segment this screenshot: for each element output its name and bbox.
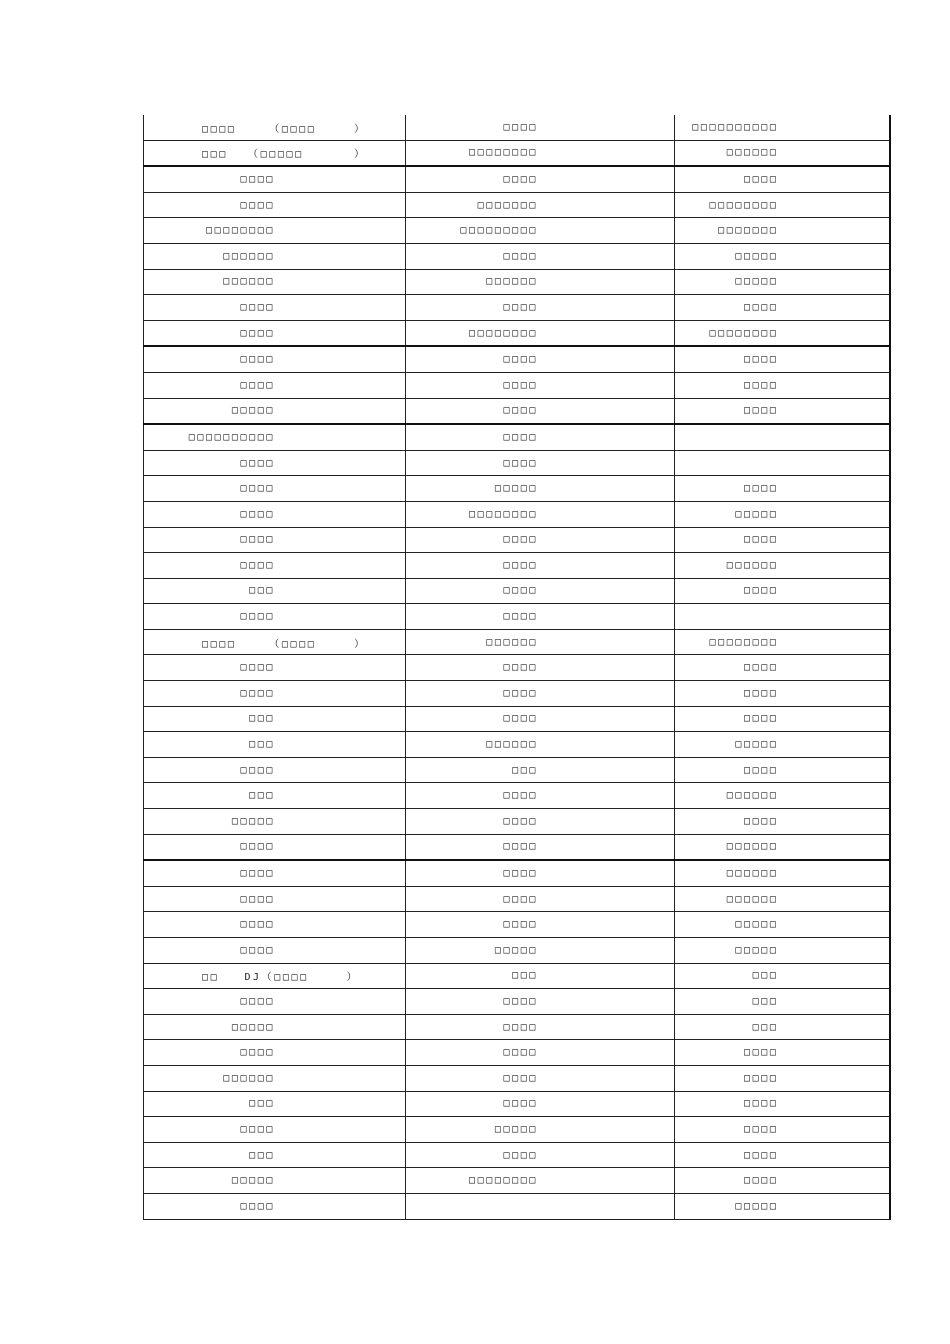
table-row	[144, 706, 890, 732]
table-row	[144, 424, 890, 450]
table-cell: □□□□□	[675, 732, 890, 758]
table-cell: □□□□	[144, 192, 406, 218]
table-cell: □□□□□□	[675, 553, 890, 579]
table-cell: □□□□ （□□□□ ）	[144, 629, 406, 655]
table-cell: □□□□□□	[675, 886, 890, 912]
table-cell: □□□□	[675, 1168, 890, 1194]
table-row	[144, 963, 890, 989]
table-cell: □□□□	[675, 1142, 890, 1168]
table-cell: □□□□□□	[675, 140, 890, 166]
table-cell: □□□□□	[144, 1014, 406, 1040]
table-cell: □□□	[144, 783, 406, 809]
table-cell: □□□□	[675, 1117, 890, 1143]
table-cell: □□□□□□	[144, 243, 406, 269]
table-cell: □□□□	[675, 398, 890, 424]
table-cell: □□□□□□□□□□	[675, 115, 890, 140]
table-cell: □□□□□	[675, 1193, 890, 1219]
table-cell: □□□	[675, 1014, 890, 1040]
table-row	[144, 989, 890, 1015]
table-row	[144, 166, 890, 192]
table-cell: □□□□	[675, 476, 890, 502]
table-cell: □□□□□	[144, 1168, 406, 1194]
table-cell: □□□	[144, 578, 406, 604]
table-cell: □□□□□□□□	[675, 320, 890, 346]
table-row	[144, 218, 890, 244]
table-row	[144, 757, 890, 783]
table-cell: □□□□	[406, 912, 675, 938]
table-row	[144, 553, 890, 579]
table-row	[144, 346, 890, 372]
table-cell: □□□□	[144, 604, 406, 630]
table-cell: □□□□	[406, 989, 675, 1015]
table-cell: □□□□□	[675, 269, 890, 295]
table-cell: □□□□	[406, 809, 675, 835]
table-cell: □□□	[144, 1142, 406, 1168]
table-cell: □□□□	[406, 346, 675, 372]
table-cell: □□□□	[675, 166, 890, 192]
table-row	[144, 243, 890, 269]
table-cell: □□□□	[144, 912, 406, 938]
table-row	[144, 732, 890, 758]
table-cell: □□□□	[144, 501, 406, 527]
table-cell: □□□□	[406, 166, 675, 192]
table-cell: □□□□	[406, 1040, 675, 1066]
table-row	[144, 578, 890, 604]
table-row	[144, 115, 890, 140]
table-cell: □□□□	[144, 295, 406, 321]
table-row	[144, 1193, 890, 1219]
table-cell: □□□□	[144, 989, 406, 1015]
table-cell: □□□ （□□□□□ ）	[144, 140, 406, 166]
table-cell: □□□□□□□□	[406, 501, 675, 527]
table-cell: □□□□	[144, 1193, 406, 1219]
table-row	[144, 604, 890, 630]
table-cell: □□□□□□	[406, 732, 675, 758]
table-cell: □□□□	[406, 860, 675, 886]
table-cell: □□□□□	[675, 938, 890, 964]
table-cell: □□□□□□	[406, 269, 675, 295]
table-row	[144, 320, 890, 346]
table-cell	[675, 604, 890, 630]
table-cell: □□□□□	[406, 1117, 675, 1143]
table-cell: □□□□	[406, 1091, 675, 1117]
table-cell: □□ DJ（□□□□ ）	[144, 963, 406, 989]
table-row	[144, 450, 890, 476]
table-cell	[406, 1193, 675, 1219]
table-row	[144, 1014, 890, 1040]
table-cell: □□□□	[144, 938, 406, 964]
table-row	[144, 912, 890, 938]
table-cell: □□□□□□	[406, 629, 675, 655]
table-cell: □□□	[675, 963, 890, 989]
table-cell: □□□□	[406, 450, 675, 476]
table-row	[144, 860, 890, 886]
table-row	[144, 886, 890, 912]
table-row	[144, 809, 890, 835]
table-cell: □□□□□□□□	[406, 1168, 675, 1194]
table-cell: □□□□□□□□	[675, 629, 890, 655]
table-cell: □□□□	[675, 809, 890, 835]
table-cell: □□□□	[144, 757, 406, 783]
table-cell: □□□□	[144, 860, 406, 886]
table-cell: □□□□	[675, 655, 890, 681]
table-cell: □□□□□□□□	[406, 140, 675, 166]
table-cell: □□□□	[144, 450, 406, 476]
table-row	[144, 655, 890, 681]
table-cell: □□□□	[406, 243, 675, 269]
table-cell	[675, 450, 890, 476]
table-cell: □□□	[144, 706, 406, 732]
table-cell: □□□□□□	[144, 269, 406, 295]
table-row	[144, 681, 890, 707]
table-cell: □□□□□	[406, 938, 675, 964]
table-cell: □□□	[144, 1091, 406, 1117]
table-cell: □□□□	[144, 553, 406, 579]
table-cell: □□□□	[406, 706, 675, 732]
table-cell: □□□□	[675, 527, 890, 553]
table-cell: □□□□	[406, 886, 675, 912]
data-table	[143, 115, 891, 1220]
table-row	[144, 1065, 890, 1091]
table-cell: □□□□	[144, 834, 406, 860]
table-row	[144, 269, 890, 295]
table-cell: □□□□□□	[144, 1065, 406, 1091]
spreadsheet	[143, 115, 889, 1220]
table-cell: □□□□ （□□□□ ）	[144, 115, 406, 140]
table-row	[144, 476, 890, 502]
table-cell: □□□□	[675, 346, 890, 372]
table-cell: □□□□	[406, 834, 675, 860]
table-row	[144, 834, 890, 860]
table-cell	[675, 424, 890, 450]
table-cell: □□□□	[675, 706, 890, 732]
table-row	[144, 372, 890, 398]
table-cell: □□□□	[406, 372, 675, 398]
table-row	[144, 192, 890, 218]
table-cell: □□□□□	[144, 398, 406, 424]
table-cell: □□□□□	[675, 243, 890, 269]
table-cell: □□□□	[406, 424, 675, 450]
table-cell: □□□□□□	[675, 783, 890, 809]
table-cell: □□□□□□□□□	[406, 218, 675, 244]
table-cell: □□□□	[144, 320, 406, 346]
table-cell: □□□□	[406, 578, 675, 604]
table-row	[144, 938, 890, 964]
table-cell: □□□	[406, 757, 675, 783]
table-row	[144, 1040, 890, 1066]
table-cell: □□□□	[675, 578, 890, 604]
table-cell: □□□	[144, 732, 406, 758]
table-cell: □□□□□	[675, 501, 890, 527]
table-row	[144, 527, 890, 553]
table-cell: □□□□	[144, 476, 406, 502]
table-cell: □□□□	[675, 681, 890, 707]
table-body	[144, 115, 890, 1219]
table-cell: □□□□	[406, 1014, 675, 1040]
table-cell: □□□□	[675, 1065, 890, 1091]
table-cell: □□□□	[406, 398, 675, 424]
table-cell: □□□□	[144, 655, 406, 681]
table-cell: □□□□	[144, 1040, 406, 1066]
table-cell: □□□□	[406, 1142, 675, 1168]
table-row	[144, 1117, 890, 1143]
table-cell: □□□□□□	[675, 860, 890, 886]
table-cell: □□□□	[144, 372, 406, 398]
table-row	[144, 398, 890, 424]
table-cell: □□□□	[144, 346, 406, 372]
table-cell: □□□□□	[144, 809, 406, 835]
table-cell: □□□□□□□□	[144, 218, 406, 244]
table-cell: □□□□	[406, 553, 675, 579]
table-cell: □□□□	[406, 295, 675, 321]
table-row	[144, 1168, 890, 1194]
table-row	[144, 1091, 890, 1117]
table-row	[144, 501, 890, 527]
table-cell: □□□□	[406, 115, 675, 140]
table-cell: □□□□	[144, 1117, 406, 1143]
table-cell: □□□□	[144, 681, 406, 707]
table-cell: □□□□□□□□	[675, 192, 890, 218]
table-cell: □□□□	[406, 527, 675, 553]
table-row	[144, 1142, 890, 1168]
table-row	[144, 629, 890, 655]
table-cell: □□□□	[406, 681, 675, 707]
table-cell: □□□□□	[675, 912, 890, 938]
table-cell: □□□□□□□□	[406, 320, 675, 346]
table-cell: □□□□	[675, 1040, 890, 1066]
table-cell: □□□	[406, 963, 675, 989]
table-cell: □□□□	[406, 783, 675, 809]
table-cell: □□□□□	[406, 476, 675, 502]
table-cell: □□□□	[406, 1065, 675, 1091]
table-cell: □□□□	[675, 295, 890, 321]
table-cell: □□□□□□□	[675, 218, 890, 244]
table-cell: □□□□	[406, 604, 675, 630]
table-row	[144, 783, 890, 809]
table-cell: □□□□□□	[675, 834, 890, 860]
table-row	[144, 295, 890, 321]
table-cell: □□□□□□□□□□	[144, 424, 406, 450]
table-cell: □□□□	[144, 527, 406, 553]
table-cell: □□□□	[406, 655, 675, 681]
table-cell: □□□□	[144, 166, 406, 192]
table-cell: □□□□	[675, 1091, 890, 1117]
table-row	[144, 140, 890, 166]
table-cell: □□□□□□□	[406, 192, 675, 218]
table-cell: □□□□	[675, 372, 890, 398]
table-cell: □□□□	[144, 886, 406, 912]
table-cell: □□□□	[675, 757, 890, 783]
table-cell: □□□	[675, 989, 890, 1015]
